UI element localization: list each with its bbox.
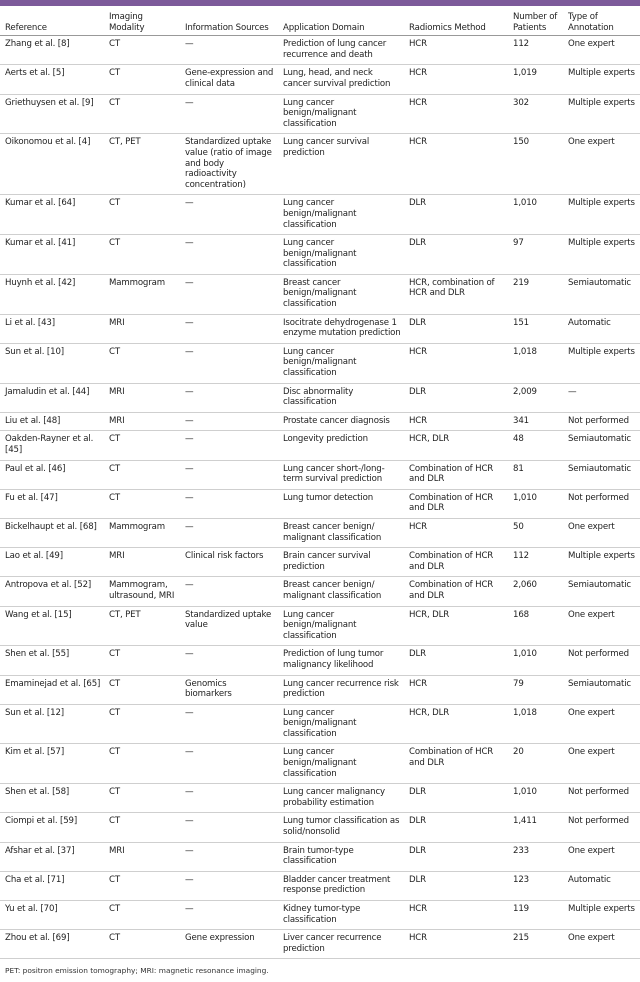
table-cell: Mammogram, ultrasound, MRI	[104, 577, 180, 606]
table-row	[0, 646, 640, 675]
table-cell: Multiple experts	[563, 901, 640, 930]
table-cell: HCR, DLR	[404, 704, 508, 744]
table-cell: 1,010	[508, 784, 563, 813]
table-cell: CT	[104, 235, 180, 275]
table-cell: Lung cancer benign/malignant classification	[278, 195, 404, 235]
table-cell: DLR	[404, 842, 508, 871]
table-row	[0, 412, 640, 431]
table-cell: —	[180, 383, 278, 412]
table-cell: Bladder cancer treatment response prediction	[278, 871, 404, 900]
table-cell: 1,018	[508, 704, 563, 744]
table-cell: 1,010	[508, 195, 563, 235]
table-cell: HCR, DLR	[404, 431, 508, 460]
table-cell: Not performed	[563, 489, 640, 518]
column-header: Imaging Modality	[109, 12, 145, 33]
table-cell: HCR	[404, 518, 508, 547]
table-cell: MRI	[104, 383, 180, 412]
table-row	[0, 548, 640, 577]
table-cell: —	[180, 36, 278, 65]
table-cell: Li et al. [43]	[0, 314, 104, 343]
table-cell: Liu et al. [48]	[0, 412, 104, 431]
table-row	[0, 274, 640, 314]
table-cell: Prediction of lung tumor malignancy likelihood	[278, 646, 404, 675]
table-cell: Mammogram	[104, 518, 180, 547]
table-cell: CT	[104, 343, 180, 383]
table-cell: 112	[508, 36, 563, 65]
table-cell: CT, PET	[104, 134, 180, 195]
table-cell: Zhou et al. [69]	[0, 930, 104, 959]
table-cell: 112	[508, 548, 563, 577]
table-cell: Semiautomatic	[563, 577, 640, 606]
table-row	[0, 813, 640, 842]
table-cell: MRI	[104, 548, 180, 577]
table-cell: HCR	[404, 343, 508, 383]
table-cell: Combination of HCR and DLR	[404, 577, 508, 606]
table-cell: One expert	[563, 134, 640, 195]
table-cell: Not performed	[563, 813, 640, 842]
table-cell: Lung cancer benign/malignant classification	[278, 704, 404, 744]
table-cell: Ciompi et al. [59]	[0, 813, 104, 842]
table-cell: 215	[508, 930, 563, 959]
table-cell: DLR	[404, 314, 508, 343]
table-cell: Lung, head, and neck cancer survival prediction	[278, 65, 404, 94]
table-cell: Zhang et al. [8]	[0, 36, 104, 65]
table-cell: —	[180, 842, 278, 871]
table-row	[0, 784, 640, 813]
table-cell: 168	[508, 606, 563, 646]
table-cell: Not performed	[563, 646, 640, 675]
table-cell: Clinical risk factors	[180, 548, 278, 577]
table-cell: CT	[104, 489, 180, 518]
table-cell: CT	[104, 871, 180, 900]
table-cell: HCR, combination of HCR and DLR	[404, 274, 508, 314]
table-cell: 79	[508, 675, 563, 704]
table-cell: 341	[508, 412, 563, 431]
table-cell: Multiple experts	[563, 195, 640, 235]
table-cell: Breast cancer benign/malignant classification	[278, 274, 404, 314]
table-cell: Standardized uptake value (ratio of image and body radioactivity concentration)	[180, 134, 278, 195]
table-cell: DLR	[404, 784, 508, 813]
table-cell: Multiple experts	[563, 548, 640, 577]
table-cell: HCR	[404, 94, 508, 134]
table-cell: Combination of HCR and DLR	[404, 744, 508, 784]
table-footnote: PET: positron emission tomography; MRI: magnetic resonance imaging.	[5, 966, 269, 976]
table-cell: Semiautomatic	[563, 460, 640, 489]
table-cell: Isocitrate dehydrogenase 1 enzyme mutation prediction	[278, 314, 404, 343]
table-cell: Fu et al. [47]	[0, 489, 104, 518]
table-cell: One expert	[563, 606, 640, 646]
table-cell: 1,019	[508, 65, 563, 94]
table-cell: DLR	[404, 195, 508, 235]
table-cell: Bickelhaupt et al. [68]	[0, 518, 104, 547]
table-cell: 302	[508, 94, 563, 134]
table-cell: —	[180, 813, 278, 842]
table-cell: DLR	[404, 383, 508, 412]
table-cell: CT, PET	[104, 606, 180, 646]
table-cell: —	[180, 489, 278, 518]
table-cell: Sun et al. [12]	[0, 704, 104, 744]
table-cell: Lung cancer benign/malignant classification	[278, 235, 404, 275]
table-row	[0, 431, 640, 460]
table-cell: Lung cancer malignancy probability estimation	[278, 784, 404, 813]
table-cell: —	[180, 704, 278, 744]
table-row	[0, 36, 640, 65]
table-cell: CT	[104, 94, 180, 134]
table-cell: —	[180, 314, 278, 343]
table-row	[0, 871, 640, 900]
table-cell: HCR	[404, 901, 508, 930]
table-cell: Antropova et al. [52]	[0, 577, 104, 606]
table-cell: Not performed	[563, 784, 640, 813]
table-cell: —	[563, 383, 640, 412]
table-row	[0, 901, 640, 930]
table-cell: MRI	[104, 842, 180, 871]
table-row	[0, 460, 640, 489]
table-cell: Gene-expression and clinical data	[180, 65, 278, 94]
table-cell: 1,018	[508, 343, 563, 383]
table-cell: Brain tumor-type classification	[278, 842, 404, 871]
table-cell: CT	[104, 813, 180, 842]
table-cell: Multiple experts	[563, 65, 640, 94]
table-cell: CT	[104, 646, 180, 675]
table-cell: Lung cancer benign/malignant classification	[278, 744, 404, 784]
table-cell: Gene expression	[180, 930, 278, 959]
table-cell: Semiautomatic	[563, 431, 640, 460]
table-cell: 1,010	[508, 646, 563, 675]
table-cell: Combination of HCR and DLR	[404, 489, 508, 518]
table-cell: CT	[104, 901, 180, 930]
table-cell: One expert	[563, 744, 640, 784]
table-cell: —	[180, 195, 278, 235]
table-cell: Huynh et al. [42]	[0, 274, 104, 314]
table-cell: HCR	[404, 36, 508, 65]
table-cell: —	[180, 343, 278, 383]
table-cell: Jamaludin et al. [44]	[0, 383, 104, 412]
table-cell: Breast cancer benign/ malignant classification	[278, 577, 404, 606]
table-cell: Disc abnormality classification	[278, 383, 404, 412]
table-cell: Lung tumor classification as solid/nonsolid	[278, 813, 404, 842]
table-cell: Multiple experts	[563, 94, 640, 134]
table-cell: 2,009	[508, 383, 563, 412]
table-cell: One expert	[563, 704, 640, 744]
table-cell: 150	[508, 134, 563, 195]
table-cell: MRI	[104, 412, 180, 431]
table-cell: Kidney tumor-type classification	[278, 901, 404, 930]
table-row	[0, 577, 640, 606]
table-cell: Lung tumor detection	[278, 489, 404, 518]
table-cell: —	[180, 577, 278, 606]
table-cell: Afshar et al. [37]	[0, 842, 104, 871]
table-cell: Lung cancer benign/malignant classification	[278, 94, 404, 134]
table-cell: Combination of HCR and DLR	[404, 460, 508, 489]
table-cell: CT	[104, 195, 180, 235]
table-cell: Lung cancer survival prediction	[278, 134, 404, 195]
table-cell: One expert	[563, 930, 640, 959]
table-cell: 233	[508, 842, 563, 871]
column-header: Information Sources	[185, 22, 269, 33]
table-cell: CT	[104, 460, 180, 489]
column-header: Application Domain	[283, 22, 365, 33]
table-cell: —	[180, 518, 278, 547]
table-cell: Liver cancer recurrence prediction	[278, 930, 404, 959]
table-row	[0, 675, 640, 704]
column-header: Radiomics Method	[409, 22, 486, 33]
table-cell: 97	[508, 235, 563, 275]
table-cell: Breast cancer benign/ malignant classification	[278, 518, 404, 547]
table-cell: Standardized uptake value	[180, 606, 278, 646]
table-cell: Semiautomatic	[563, 274, 640, 314]
table-cell: Sun et al. [10]	[0, 343, 104, 383]
table-cell: Shen et al. [58]	[0, 784, 104, 813]
table-cell: Yu et al. [70]	[0, 901, 104, 930]
table-cell: HCR	[404, 675, 508, 704]
table-cell: Lao et al. [49]	[0, 548, 104, 577]
table-cell: 123	[508, 871, 563, 900]
table-row	[0, 314, 640, 343]
table-cell: HCR	[404, 65, 508, 94]
table-cell: Combination of HCR and DLR	[404, 548, 508, 577]
table-cell: 1,411	[508, 813, 563, 842]
table-cell: Lung cancer recurrence risk prediction	[278, 675, 404, 704]
table-cell: 219	[508, 274, 563, 314]
table-cell: Kim et al. [57]	[0, 744, 104, 784]
table-cell: Cha et al. [71]	[0, 871, 104, 900]
table-cell: CT	[104, 65, 180, 94]
table-cell: Lung cancer benign/malignant classification	[278, 343, 404, 383]
table-cell: —	[180, 274, 278, 314]
table-cell: —	[180, 784, 278, 813]
table-cell: 2,060	[508, 577, 563, 606]
table-cell: 81	[508, 460, 563, 489]
table-row	[0, 489, 640, 518]
table-cell: —	[180, 460, 278, 489]
table-cell: CT	[104, 784, 180, 813]
table-cell: HCR	[404, 134, 508, 195]
table-cell: DLR	[404, 235, 508, 275]
table-cell: Lung cancer short-/long-term survival prediction	[278, 460, 404, 489]
table-cell: 151	[508, 314, 563, 343]
table-cell: Paul et al. [46]	[0, 460, 104, 489]
column-header: Type of Annotation	[568, 12, 614, 33]
table-cell: One expert	[563, 842, 640, 871]
table-row	[0, 195, 640, 235]
table-cell: HCR	[404, 412, 508, 431]
table-cell: 119	[508, 901, 563, 930]
table-cell: CT	[104, 930, 180, 959]
table-cell: Aerts et al. [5]	[0, 65, 104, 94]
table-cell: HCR	[404, 930, 508, 959]
table-row	[0, 343, 640, 383]
table-cell: DLR	[404, 871, 508, 900]
table-cell: Not performed	[563, 412, 640, 431]
table-cell: —	[180, 94, 278, 134]
table-cell: —	[180, 744, 278, 784]
table-cell: One expert	[563, 518, 640, 547]
column-header: Reference	[5, 22, 47, 33]
table-row	[0, 842, 640, 871]
table-cell: DLR	[404, 813, 508, 842]
table-cell: —	[180, 901, 278, 930]
table-cell: HCR, DLR	[404, 606, 508, 646]
table-cell: Lung cancer benign/malignant classification	[278, 606, 404, 646]
table-row	[0, 65, 640, 94]
table-cell: CT	[104, 675, 180, 704]
table-cell: Automatic	[563, 871, 640, 900]
column-header: Number of Patients	[513, 12, 558, 33]
table-cell: One expert	[563, 36, 640, 65]
table-cell: Shen et al. [55]	[0, 646, 104, 675]
table-cell: Brain cancer survival prediction	[278, 548, 404, 577]
table-row	[0, 383, 640, 412]
table-cell: 50	[508, 518, 563, 547]
table-cell: Genomics biomarkers	[180, 675, 278, 704]
table-cell: —	[180, 871, 278, 900]
table-cell: Kumar et al. [64]	[0, 195, 104, 235]
table-cell: Wang et al. [15]	[0, 606, 104, 646]
table-row	[0, 518, 640, 547]
table-cell: Longevity prediction	[278, 431, 404, 460]
table-cell: —	[180, 412, 278, 431]
table-cell: CT	[104, 744, 180, 784]
table-cell: 48	[508, 431, 563, 460]
table-row	[0, 606, 640, 646]
table-cell: Prostate cancer diagnosis	[278, 412, 404, 431]
table-row	[0, 235, 640, 275]
table-cell: —	[180, 431, 278, 460]
table-row	[0, 704, 640, 744]
table-header-row	[0, 6, 640, 36]
table-cell: —	[180, 235, 278, 275]
table-row	[0, 94, 640, 134]
table-cell: CT	[104, 431, 180, 460]
table-cell: —	[180, 646, 278, 675]
table-cell: Kumar et al. [41]	[0, 235, 104, 275]
table-cell: Semiautomatic	[563, 675, 640, 704]
table-cell: DLR	[404, 646, 508, 675]
table-cell: Griethuysen et al. [9]	[0, 94, 104, 134]
table-cell: Prediction of lung cancer recurrence and death	[278, 36, 404, 65]
table-cell: 1,010	[508, 489, 563, 518]
radiomics-studies-table	[0, 6, 640, 959]
table-cell: Emaminejad et al. [65]	[0, 675, 104, 704]
table-cell: 20	[508, 744, 563, 784]
table-cell: MRI	[104, 314, 180, 343]
table-row	[0, 930, 640, 959]
table-row	[0, 134, 640, 195]
table-cell: Mammogram	[104, 274, 180, 314]
table-cell: CT	[104, 36, 180, 65]
table-cell: Oikonomou et al. [4]	[0, 134, 104, 195]
table-cell: Multiple experts	[563, 235, 640, 275]
table-row	[0, 744, 640, 784]
table-cell: Oakden-Rayner et al. [45]	[0, 431, 104, 460]
table-cell: Multiple experts	[563, 343, 640, 383]
table-cell: Automatic	[563, 314, 640, 343]
table-cell: CT	[104, 704, 180, 744]
